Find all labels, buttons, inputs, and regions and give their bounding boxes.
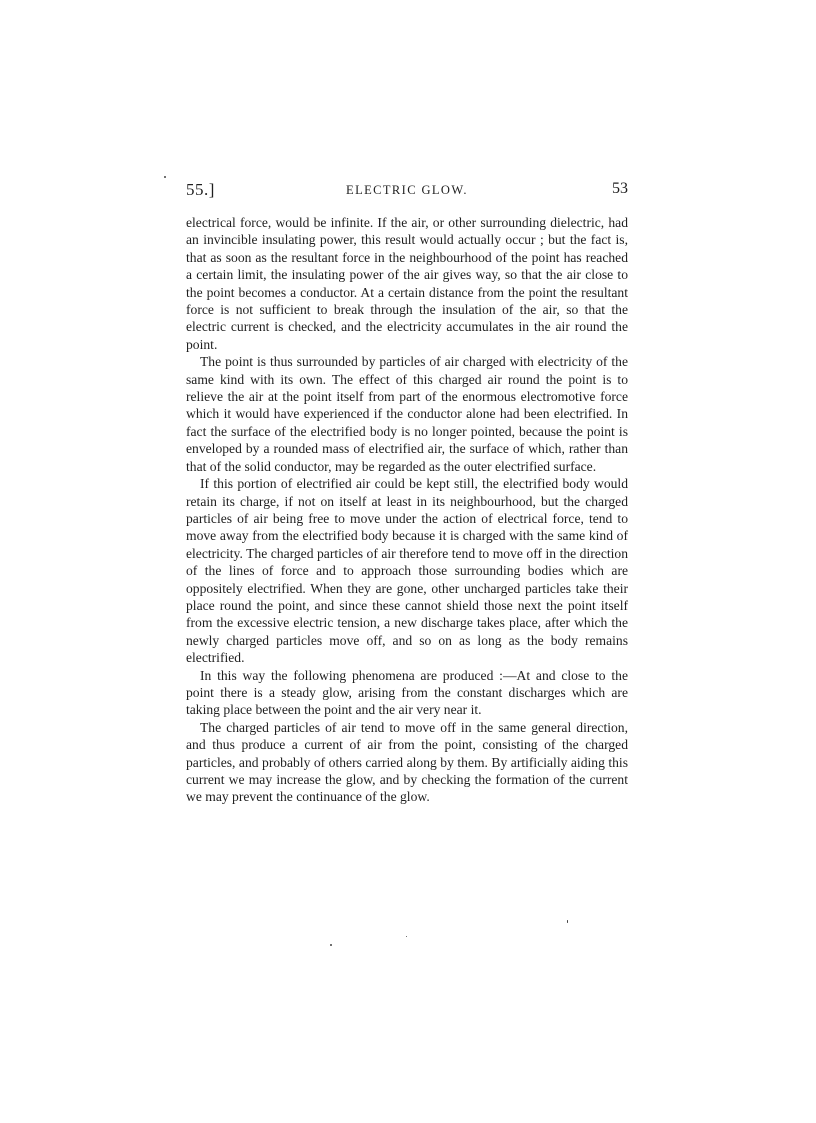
scan-speck bbox=[567, 920, 568, 923]
paragraph-3: If this portion of electrified air could be kept still, the electrified body would retain its charge, if not on itself at least in its neighbourhood, but the charged particles of air being free to move under the action of electrical force, tend to move away from the electrified body because it is charged with the same kind of electricity. The charged particles of air therefore tend to move off in the direction of the lines of force and to approach those surrounding bodies which are oppositely electrified. When they are gone, other uncharged particles take their place round the point, and since these cannot shield those next the point itself from the excessive electric tension, a new discharge takes place, after which the newly charged particles move off, and so on as long as the body remains electrified. bbox=[186, 476, 628, 666]
scan-speck bbox=[164, 176, 166, 178]
running-head bbox=[186, 180, 628, 204]
paragraph-2: The point is thus surrounded by particles of air charged with electricity of the same kind with its own. The effect of this charged air round the point is to relieve the air at the point itself from part of the enormous electromotive force which it would have experienced if the conductor alone had been electrified. In fact the surface of the electrified body is no longer pointed, because the point is enveloped by a rounded mass of electrified air, the surface of which, rather than that of the solid conductor, may be regarded as the outer electrified surface. bbox=[186, 354, 628, 474]
page-number: 53 bbox=[612, 180, 628, 197]
paragraph-5: The charged particles of air tend to move off in the same general direction, and thus produce a current of air from the point, consisting of the charged particles, and probably of others carried along by them. By artificially aiding this current we may increase the glow, and by checking the formation of the current we may prevent the continuance of the glow. bbox=[186, 719, 628, 805]
body-text bbox=[186, 214, 628, 806]
scan-speck bbox=[330, 944, 332, 946]
paragraph-1: electrical force, would be infinite. If the air, or other surrounding dielectric, had an invincible insulating power, this result would actually occur ; but the fact is, that as soon as the resultant force in the neighbourhood of the point has reached a certain limit, the insulating power of the air gives way, so that the air close to the point becomes a conductor. At a certain distance from the point the resultant force is not sufficient to break through the insulation of the air, so that the electric current is checked, and the electricity accumulates in the air round the point. bbox=[186, 215, 628, 352]
section-number: 55.] bbox=[186, 180, 215, 199]
paragraph-4: In this way the following phenomena are produced :—At and close to the point there is a steady glow, arising from the constant discharges which are taking place between the point and the air very near it. bbox=[186, 667, 628, 718]
chapter-title: ELECTRIC GLOW. bbox=[346, 183, 468, 197]
scan-speck bbox=[406, 936, 407, 937]
